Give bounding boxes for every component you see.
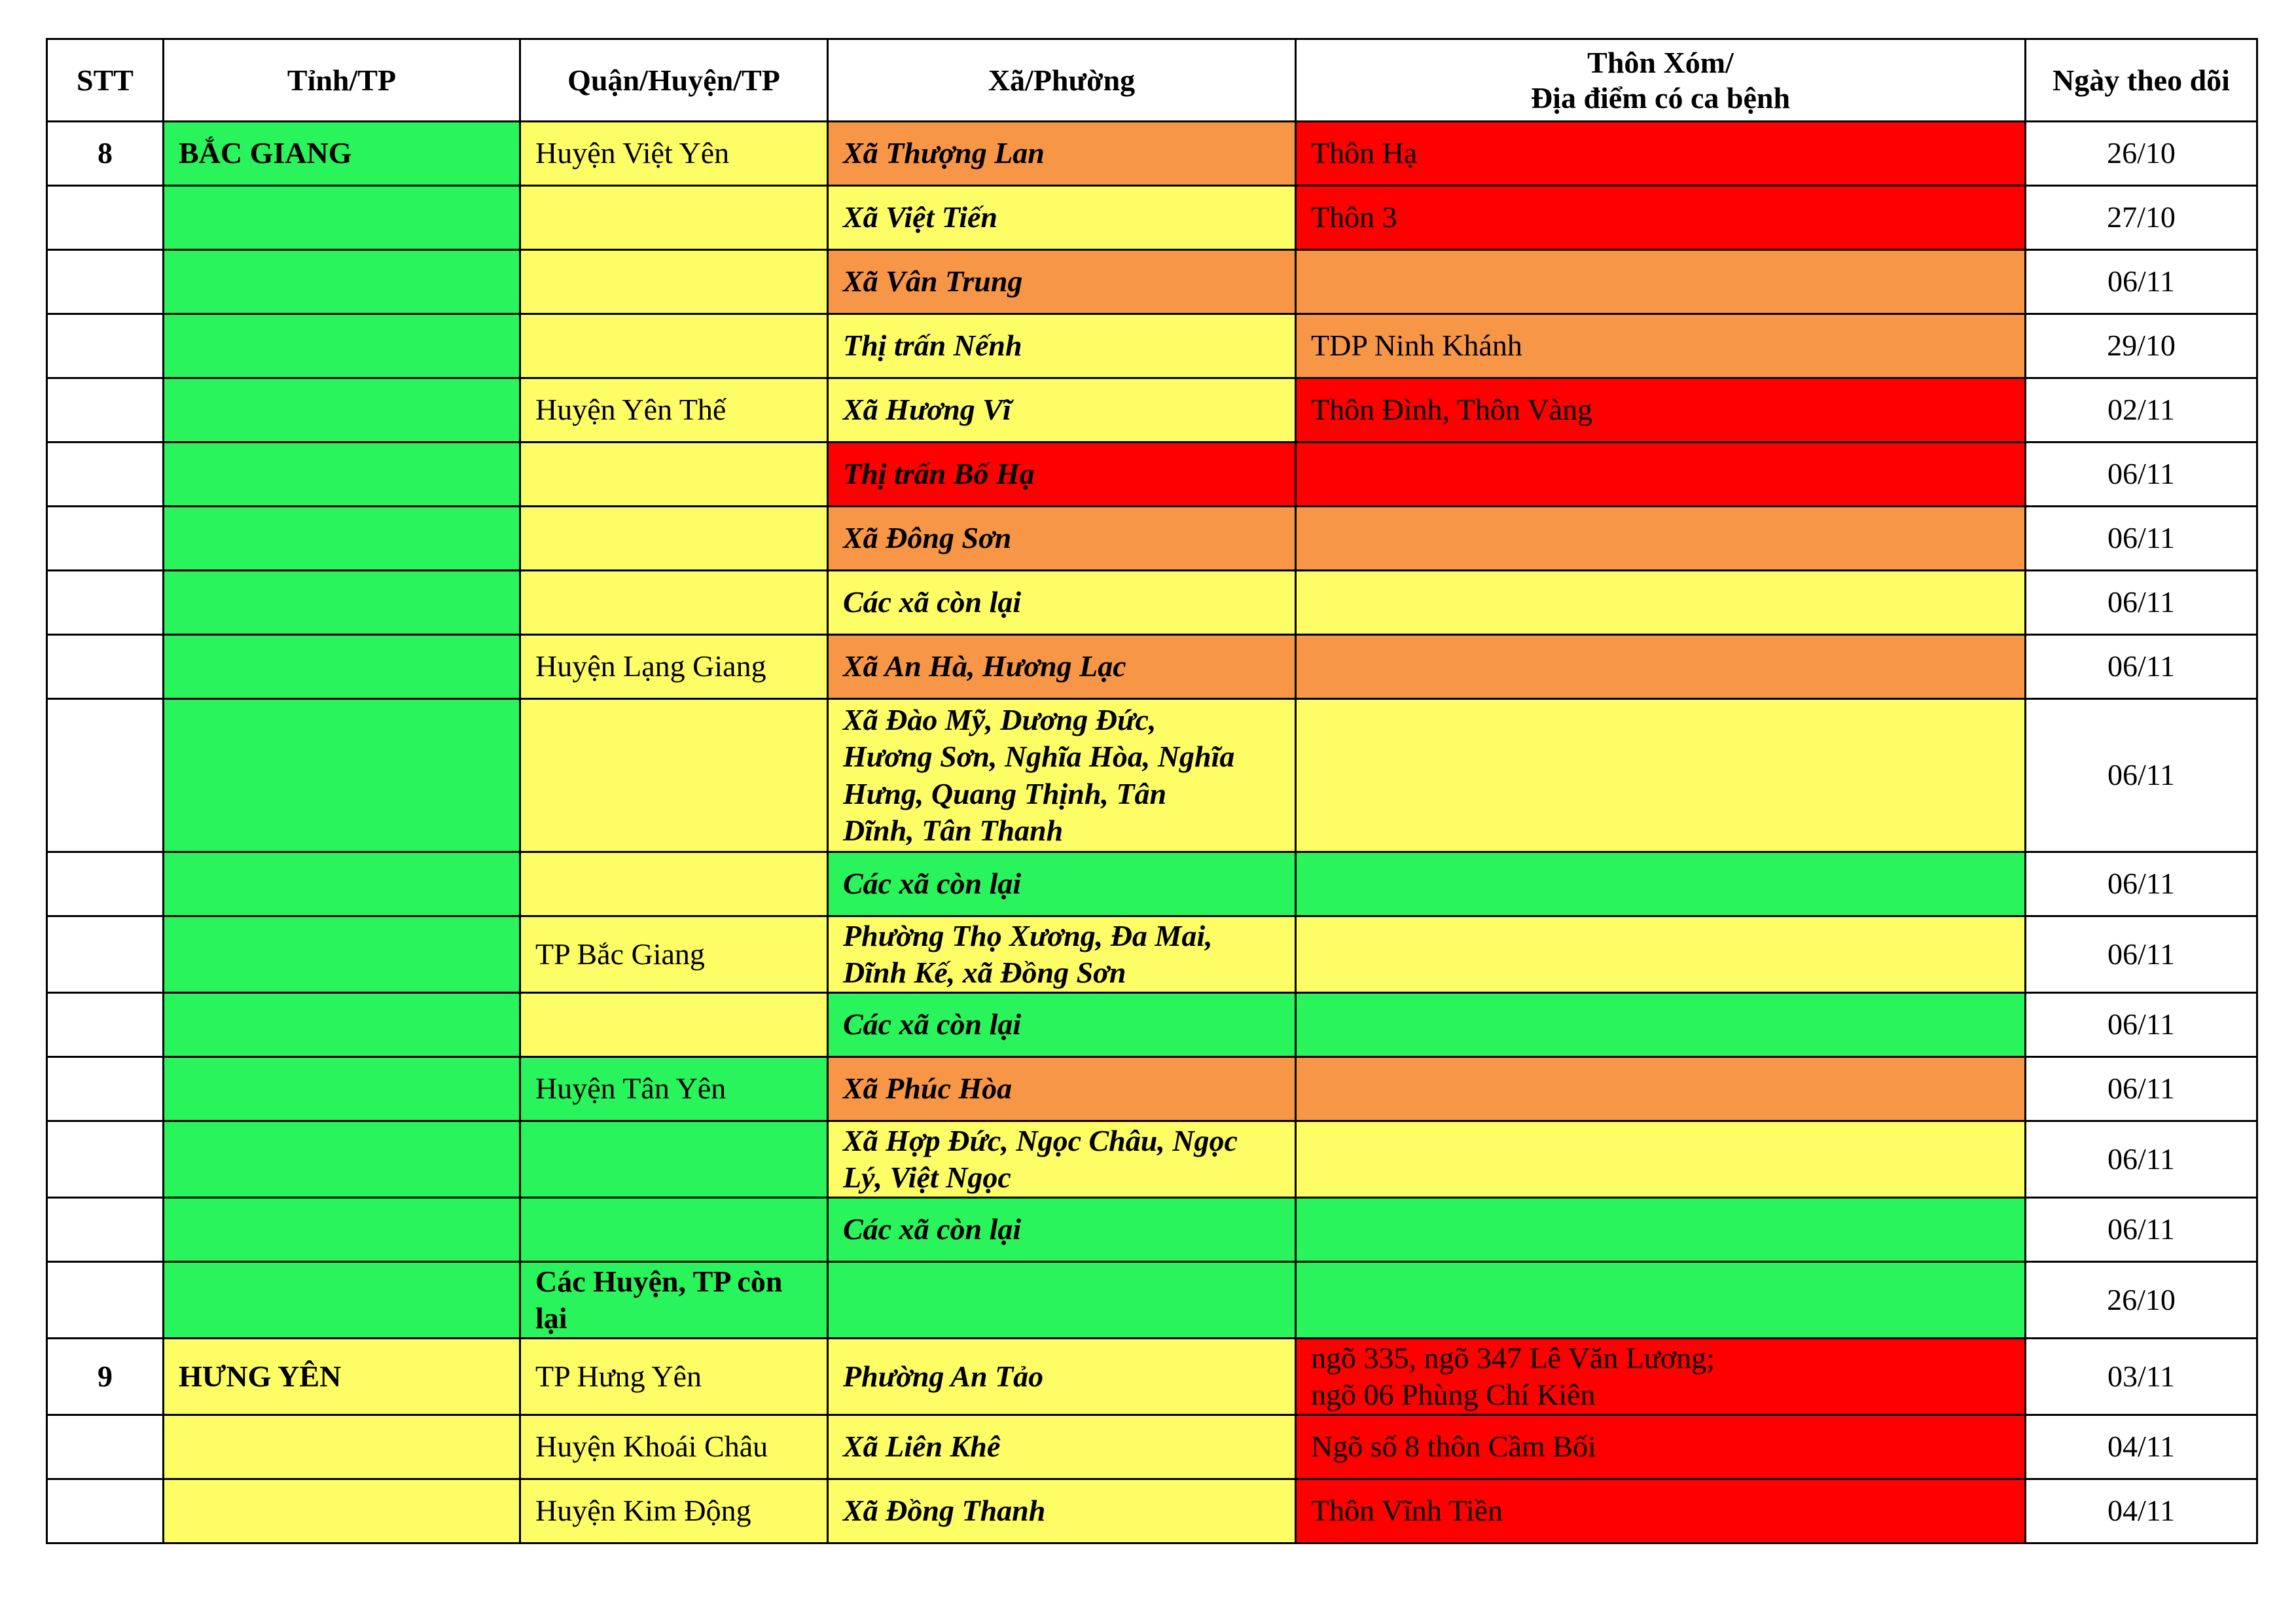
village-cell (1296, 1121, 2026, 1198)
village-cell (1296, 442, 2026, 507)
table-row (47, 186, 2257, 250)
date-cell: 04/11 (2026, 1479, 2257, 1543)
table-row (47, 571, 2257, 635)
header-province: Tỉnh/TP (164, 39, 520, 122)
ward-cell: Xã Phúc Hòa (828, 1057, 1296, 1121)
stt-cell (47, 1057, 164, 1121)
district-cell: Huyện Tân Yên (520, 1057, 828, 1121)
date-cell: 26/10 (2026, 1262, 2257, 1339)
table-row (47, 314, 2257, 378)
outbreak-table (46, 38, 2258, 1544)
stt-cell (47, 378, 164, 442)
province-cell (164, 1415, 520, 1479)
province-cell (164, 1121, 520, 1198)
table-row (47, 1121, 2257, 1198)
date-cell: 06/11 (2026, 250, 2257, 314)
village-cell (1296, 635, 2026, 699)
district-cell-line: Các Huyện, TP còn (535, 1264, 783, 1298)
stt-cell (47, 442, 164, 507)
district-cell (520, 250, 828, 314)
ward-cell: Xã Hương Vĩ (828, 378, 1296, 442)
table-row (47, 916, 2257, 993)
stt-cell (47, 571, 164, 635)
stt-cell: 8 (47, 122, 164, 186)
province-cell: BẮC GIANG (164, 122, 520, 186)
date-cell: 06/11 (2026, 635, 2257, 699)
table-row (47, 1479, 2257, 1543)
village-cell (1296, 852, 2026, 916)
table-row (47, 635, 2257, 699)
province-cell (164, 571, 520, 635)
table-row (47, 1262, 2257, 1339)
village-cell-line: ngõ 335, ngõ 347 Lê Văn Lương; (1311, 1341, 1715, 1375)
district-cell (520, 571, 828, 635)
village-cell (1296, 699, 2026, 852)
province-cell (164, 1479, 520, 1543)
stt-cell (47, 1198, 164, 1262)
table-row (47, 1198, 2257, 1262)
date-cell: 03/11 (2026, 1339, 2257, 1415)
stt-cell (47, 250, 164, 314)
village-cell: Thôn Đình, Thôn Vàng (1296, 378, 2026, 442)
table-row (47, 507, 2257, 571)
ward-cell-line: Xã Hợp Đức, Ngọc Châu, Ngọc (843, 1123, 1238, 1157)
ward-cell-line: Xã Đào Mỹ, Dương Đức, (843, 703, 1157, 737)
stt-cell (47, 852, 164, 916)
table-row (47, 1415, 2257, 1479)
village-cell: Thôn Vĩnh Tiền (1296, 1479, 2026, 1543)
province-cell (164, 1198, 520, 1262)
header-ward: Xã/Phường (828, 39, 1296, 122)
ward-cell-line: Dĩnh Kế, xã Đồng Sơn (843, 956, 1126, 989)
date-cell: 06/11 (2026, 571, 2257, 635)
ward-cell (828, 699, 1296, 852)
village-cell (1296, 1339, 2026, 1415)
table-row (47, 250, 2257, 314)
ward-cell-line: Phường Thọ Xương, Đa Mai, (843, 918, 1213, 952)
ward-cell: Xã Thượng Lan (828, 122, 1296, 186)
ward-cell: Xã Vân Trung (828, 250, 1296, 314)
district-cell (520, 699, 828, 852)
district-cell-line: lại (535, 1301, 567, 1335)
village-cell (1296, 1198, 2026, 1262)
village-cell (1296, 993, 2026, 1057)
stt-cell: 9 (47, 1339, 164, 1415)
village-cell (1296, 571, 2026, 635)
stt-cell (47, 186, 164, 250)
date-cell: 06/11 (2026, 1057, 2257, 1121)
district-cell (520, 852, 828, 916)
date-cell: 29/10 (2026, 314, 2257, 378)
stt-cell (47, 1262, 164, 1339)
province-cell (164, 250, 520, 314)
province-cell (164, 1057, 520, 1121)
province-cell: HƯNG YÊN (164, 1339, 520, 1415)
table-row (47, 993, 2257, 1057)
district-cell (520, 1198, 828, 1262)
village-cell (1296, 507, 2026, 571)
stt-cell (47, 993, 164, 1057)
village-cell: Ngõ số 8 thôn Cầm Bối (1296, 1415, 2026, 1479)
district-cell (520, 1121, 828, 1198)
ward-cell (828, 1121, 1296, 1198)
district-cell: TP Hưng Yên (520, 1339, 828, 1415)
village-cell (1296, 916, 2026, 993)
district-cell: Huyện Việt Yên (520, 122, 828, 186)
date-cell: 06/11 (2026, 1198, 2257, 1262)
district-cell: Huyện Kim Động (520, 1479, 828, 1543)
ward-cell-line: Hương Sơn, Nghĩa Hòa, Nghĩa (843, 740, 1235, 774)
district-cell (520, 186, 828, 250)
ward-cell-line: Hưng, Quang Thịnh, Tân (843, 776, 1167, 810)
ward-cell: Phường An Tảo (828, 1339, 1296, 1415)
table-body (47, 122, 2257, 1543)
ward-cell-line: Dĩnh, Tân Thanh (843, 813, 1064, 847)
date-cell: 04/11 (2026, 1415, 2257, 1479)
header-row (47, 39, 2257, 122)
province-cell (164, 314, 520, 378)
table-row (47, 1057, 2257, 1121)
ward-cell: Xã Việt Tiến (828, 186, 1296, 250)
table-row (47, 378, 2257, 442)
header-date: Ngày theo dõi (2026, 39, 2257, 122)
village-cell-line: ngõ 06 Phùng Chí Kiên (1311, 1378, 1596, 1411)
header-village (1296, 39, 2026, 122)
header-village-line-2: Địa điểm có ca bệnh (1530, 81, 1791, 115)
village-cell: Thôn Hạ (1296, 122, 2026, 186)
stt-cell (47, 1121, 164, 1198)
ward-cell (828, 916, 1296, 993)
date-cell: 06/11 (2026, 442, 2257, 507)
ward-cell: Xã Liên Khê (828, 1415, 1296, 1479)
stt-cell (47, 314, 164, 378)
date-cell: 06/11 (2026, 852, 2257, 916)
village-cell (1296, 1057, 2026, 1121)
district-cell: TP Bắc Giang (520, 916, 828, 993)
ward-cell: Các xã còn lại (828, 1198, 1296, 1262)
date-cell: 06/11 (2026, 1121, 2257, 1198)
province-cell (164, 378, 520, 442)
date-cell: 02/11 (2026, 378, 2257, 442)
province-cell (164, 699, 520, 852)
stt-cell (47, 507, 164, 571)
stt-cell (47, 1479, 164, 1543)
header-stt: STT (47, 39, 164, 122)
province-cell (164, 1262, 520, 1339)
province-cell (164, 635, 520, 699)
stt-cell (47, 635, 164, 699)
district-cell: Huyện Yên Thế (520, 378, 828, 442)
province-cell (164, 993, 520, 1057)
table-row (47, 699, 2257, 852)
province-cell (164, 442, 520, 507)
date-cell: 26/10 (2026, 122, 2257, 186)
stt-cell (47, 1415, 164, 1479)
province-cell (164, 507, 520, 571)
ward-cell: Các xã còn lại (828, 571, 1296, 635)
stt-cell (47, 916, 164, 993)
ward-cell: Xã Đông Sơn (828, 507, 1296, 571)
ward-cell-line: Lý, Việt Ngọc (843, 1161, 1011, 1194)
table-row (47, 852, 2257, 916)
header-village-line-1: Thôn Xóm/ (1587, 46, 1734, 80)
district-cell (520, 442, 828, 507)
province-cell (164, 916, 520, 993)
date-cell: 27/10 (2026, 186, 2257, 250)
ward-cell: Thị trấn Nếnh (828, 314, 1296, 378)
ward-cell: Xã Đồng Thanh (828, 1479, 1296, 1543)
district-cell (520, 1262, 828, 1339)
date-cell: 06/11 (2026, 507, 2257, 571)
district-cell (520, 507, 828, 571)
ward-cell: Thị trấn Bố Hạ (828, 442, 1296, 507)
table-row (47, 442, 2257, 507)
table-row (47, 122, 2257, 186)
ward-cell (828, 1262, 1296, 1339)
village-cell (1296, 250, 2026, 314)
ward-cell: Các xã còn lại (828, 993, 1296, 1057)
date-cell: 06/11 (2026, 993, 2257, 1057)
ward-cell: Các xã còn lại (828, 852, 1296, 916)
ward-cell: Xã An Hà, Hương Lạc (828, 635, 1296, 699)
village-cell (1296, 1262, 2026, 1339)
province-cell (164, 852, 520, 916)
date-cell: 06/11 (2026, 699, 2257, 852)
date-cell: 06/11 (2026, 916, 2257, 993)
table-row (47, 1339, 2257, 1415)
district-cell: Huyện Lạng Giang (520, 635, 828, 699)
district-cell (520, 314, 828, 378)
province-cell (164, 186, 520, 250)
district-cell: Huyện Khoái Châu (520, 1415, 828, 1479)
stt-cell (47, 699, 164, 852)
village-cell: Thôn 3 (1296, 186, 2026, 250)
village-cell: TDP Ninh Khánh (1296, 314, 2026, 378)
header-district: Quận/Huyện/TP (520, 39, 828, 122)
district-cell (520, 993, 828, 1057)
